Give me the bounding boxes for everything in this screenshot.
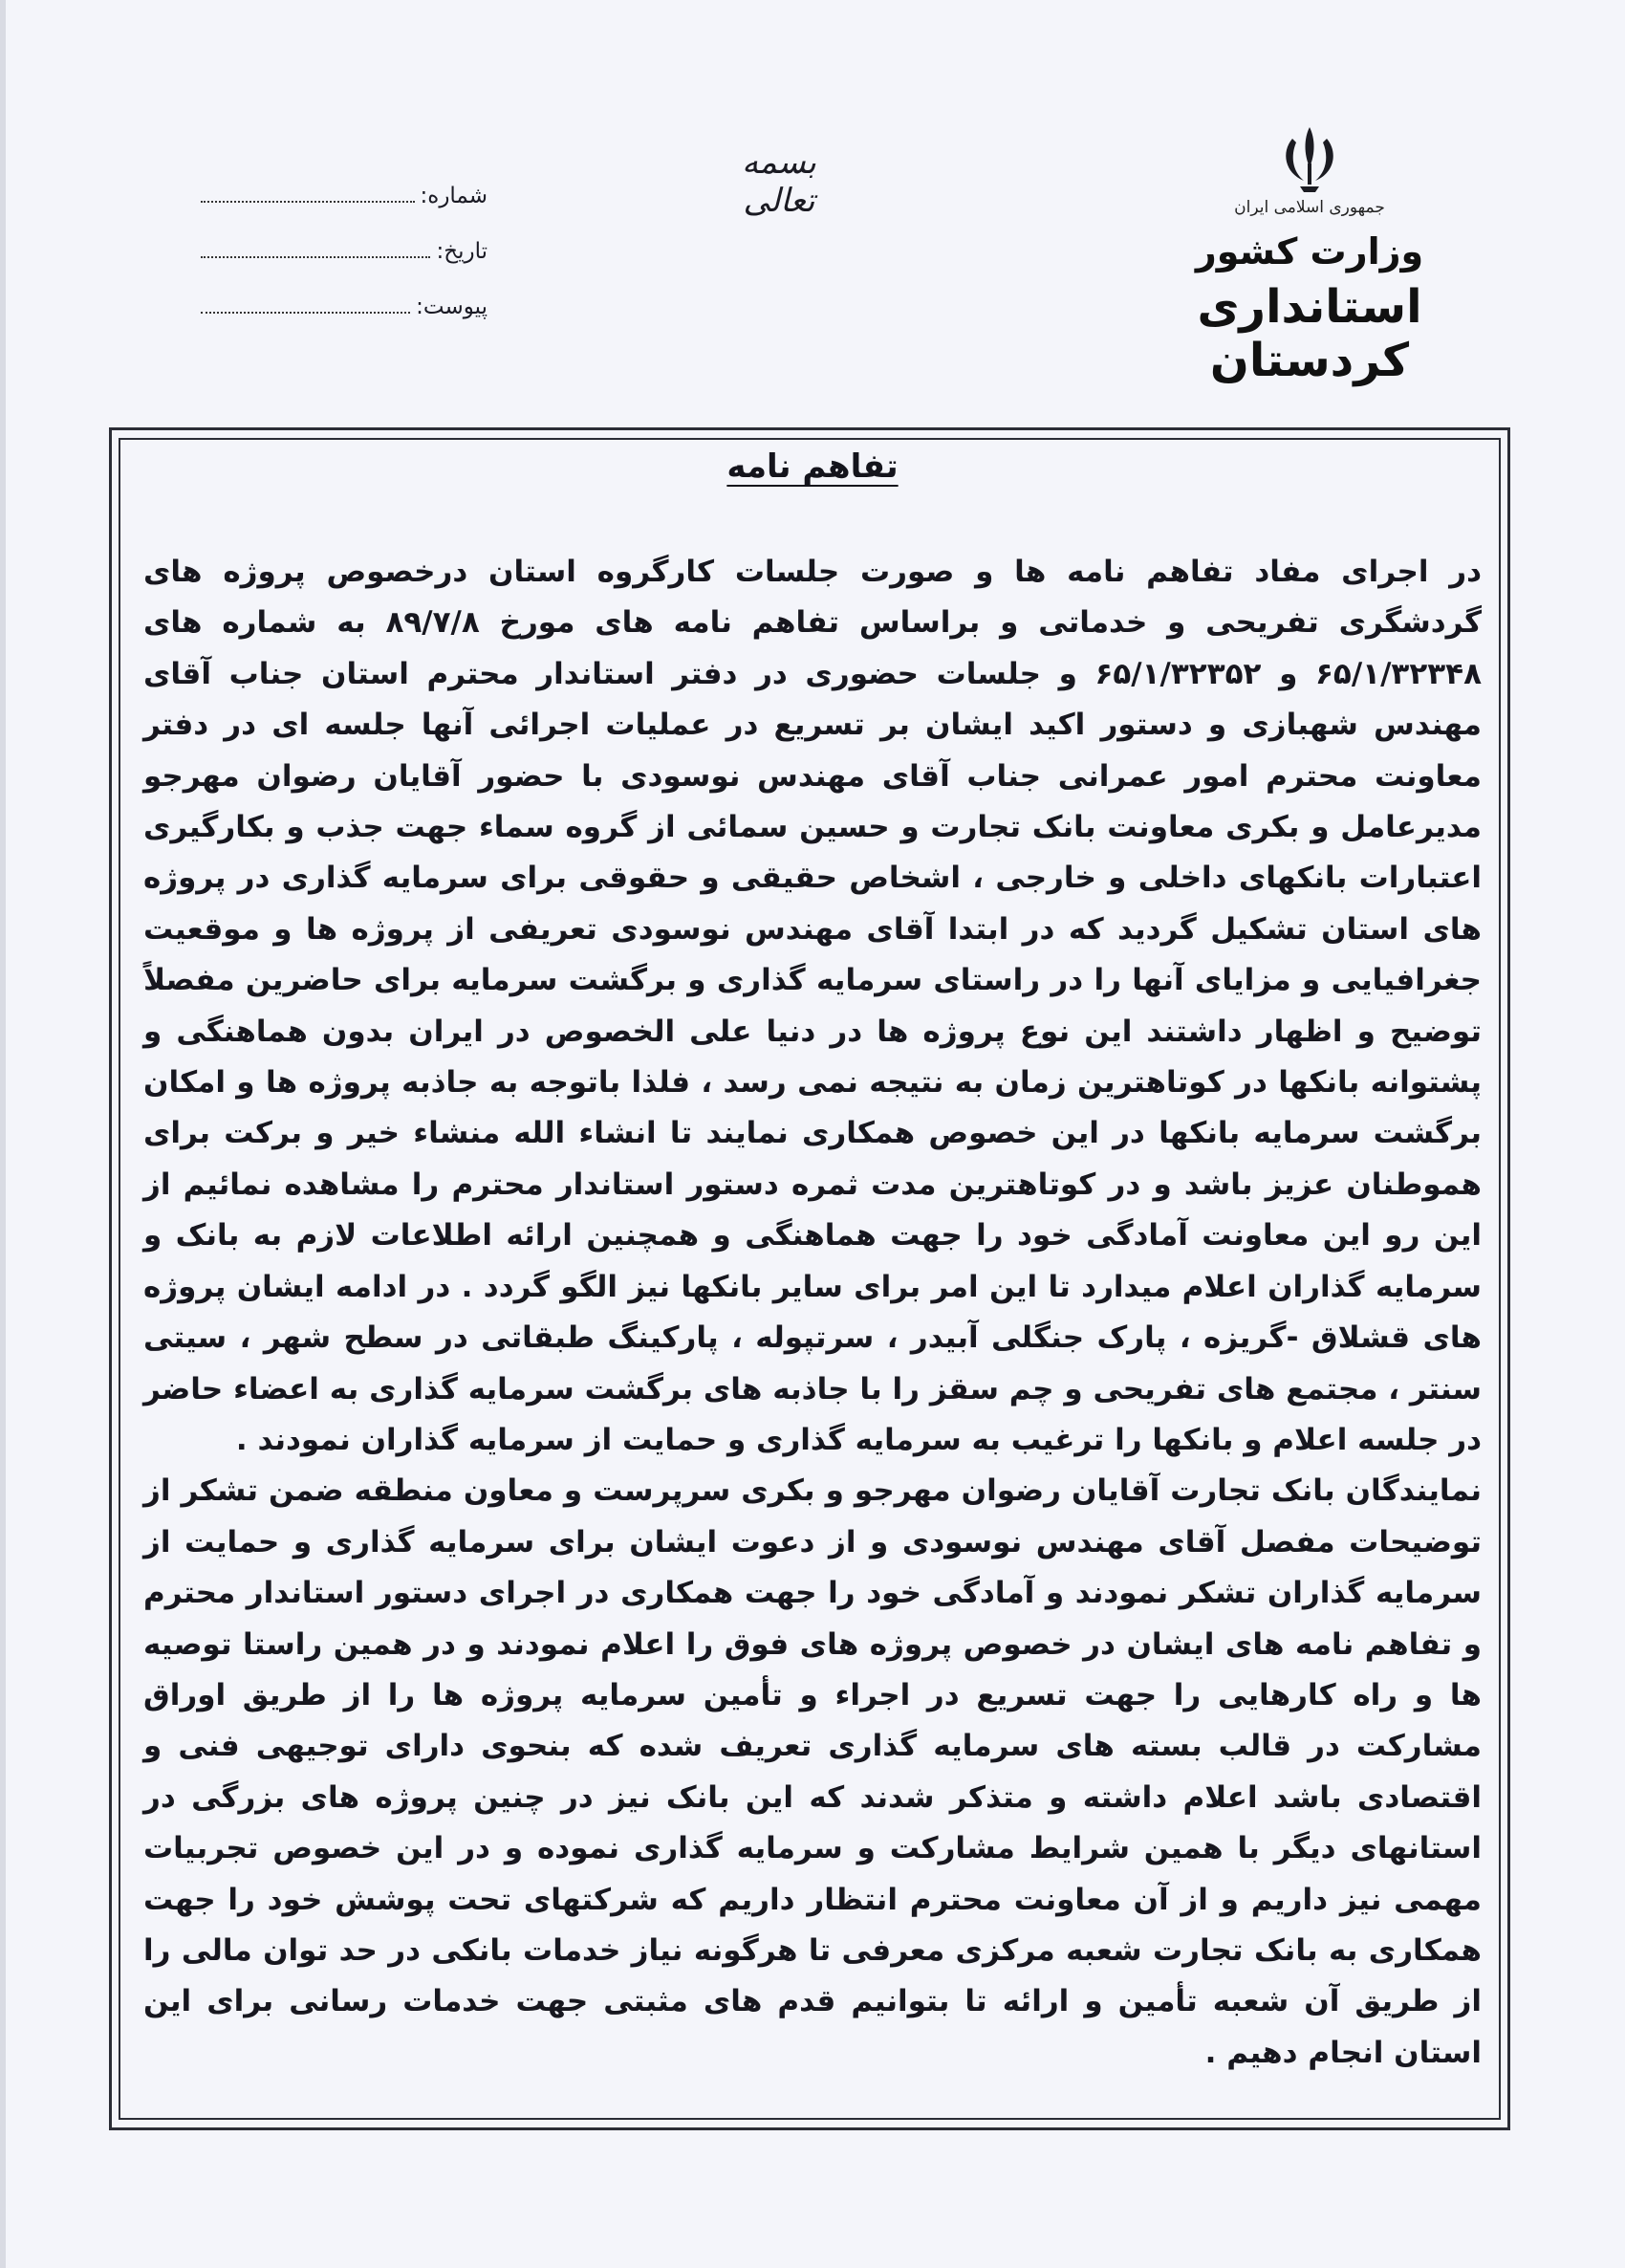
date-dotted-line	[201, 237, 430, 258]
republic-label: جمهوری اسلامی ایران	[1234, 198, 1385, 217]
bismillah-calligraphy: بسمه تعالی	[742, 143, 816, 220]
ministry-name: وزارت کشور	[1195, 230, 1424, 273]
letterhead	[1152, 120, 1467, 387]
date-field	[201, 237, 488, 293]
attachment-label: پیوست:	[416, 294, 488, 319]
scan-edge	[0, 0, 6, 2268]
attachment-dotted-line	[201, 293, 410, 314]
reference-fields	[201, 182, 488, 348]
body-paragraph-1: در اجرای مفاد تفاهم نامه ها و صورت جلسات کارگروه استان درخصوص پروژه های گردشگری تفریحی و خدماتی و براساس تفاهم نامه های مورخ ۸۹/۷/۸ به شماره های ۶۵/۱/۳۲۳۴۸ و ۶۵/۱/۳۲۳۵۲ و جلسات حضوری در دفتر استاندار محترم استان جناب آقای مهندس شهبازی و دستور اکید ایشان بر تسریع در عملیات اجرائی آنها جلسه ای در دفتر معاونت محترم امور عمرانی جناب آقای مهندس نوسودی با حضور آقایان رضوان مهرجو مدیرعامل و بکری معاونت بانک تجارت و حسین سمائی از گروه سماء جهت جذب و بکارگیری اعتبارات بانکهای داخلی و خارجی ، اشخاص حقیقی و حقوقی برای سرمایه گذاری در پروژه های استان تشکیل گردید که در ابتدا آقای مهندس نوسودی تعریفی از پروژه ها و موقعیت جغرافیایی و مزایای آنها را در راستای سرمایه گذاری و برگشت سرمایه برای حاضرین مفصلاً توضیح و اظهار داشتند این نوع پروژه ها در دنیا علی الخصوص در ایران بدون هماهنگی و پشتوانه بانکها در کوتاهترین زمان به نتیجه نمی رسد ، فلذا باتوجه به جاذبه پروژه ها و امکان برگشت سرمایه بانکها در این خصوص همکاری نمایند تا انشاء الله منشاء خیر و برکت برای هموطنان عزیز باشد و در کوتاهترین مدت ثمره دستور استاندار محترم را مشاهده نمائیم از این رو این معاونت آمادگی خود را جهت هماهنگی و همچنین ارائه اطلاعات لازم به بانک و سرمایه گذاران اعلام میدارد تا این امر برای سایر بانکها نیز الگو گردد . در ادامه ایشان پروژه های قشلاق -گریزه ، پارک جنگلی آبیدر ، سرتپوله ، پارکینگ طبقاتی در سطح شهر ، سیتی سنتر ، مجتمع های تفریحی و چم سقز را با جاذبه های برگشت سرمایه گذاری به اعضاء حاضر در جلسه اعلام و بانکها را ترغیب به سرمایه گذاری و حمایت از سرمایه گذاران نمودند .	[143, 555, 1482, 1457]
number-field	[201, 182, 488, 237]
date-label: تاریخ:	[436, 239, 488, 264]
body-paragraph-2: نمایندگان بانک تجارت آقایان رضوان مهرجو و بکری سرپرست و معاون منطقه ضمن تشکر از توضیحات مفصل آقای مهندس نوسودی و از دعوت ایشان برای سرمایه گذاری و حمایت از سرمایه گذاران تشکر نمودند و آمادگی خود را جهت همکاری در اجرای دستور استاندار محترم و تفاهم نامه های ایشان در خصوص پروژه های فوق را اعلام نمودند و در همین راستا توصیه ها و راه کارهایی را جهت تسریع در اجراء و تأمین سرمایه پروژه ها را از طریق اوراق مشارکت در قالب بسته های سرمایه گذاری تعریف شده که بنحوی دارای توجیهی فنی و اقتصادی باشد اعلام داشته و متذکر شدند که این بانک نیز در چنین پروژه های بزرگی در استانهای دیگر با همین شرایط مشارکت و سرمایه گذاری نموده و در این خصوص تجربیات مهمی نیز داریم و از آن معاونت محترم انتظار داریم که شرکتهای تحت پوشش خود را جهت همکاری به بانک تجارت شعبه مرکزی معرفی تا هرگونه نیاز خدمات بانکی در حد توان مالی را از طریق آن شعبه تأمین و ارائه تا بتوانیم قدم های مثبتی جهت خدمات رسانی برای این استان انجام دهیم .	[143, 1473, 1482, 2070]
number-label: شماره:	[420, 184, 488, 208]
attachment-field	[201, 293, 488, 348]
governorate-name: استانداری کردستان	[1197, 280, 1422, 387]
document-title	[0, 447, 1625, 486]
document-body	[143, 547, 1482, 2079]
document-title-text: تفاهم نامه	[726, 447, 899, 486]
iran-emblem-icon	[1271, 120, 1348, 196]
number-dotted-line	[201, 182, 415, 203]
